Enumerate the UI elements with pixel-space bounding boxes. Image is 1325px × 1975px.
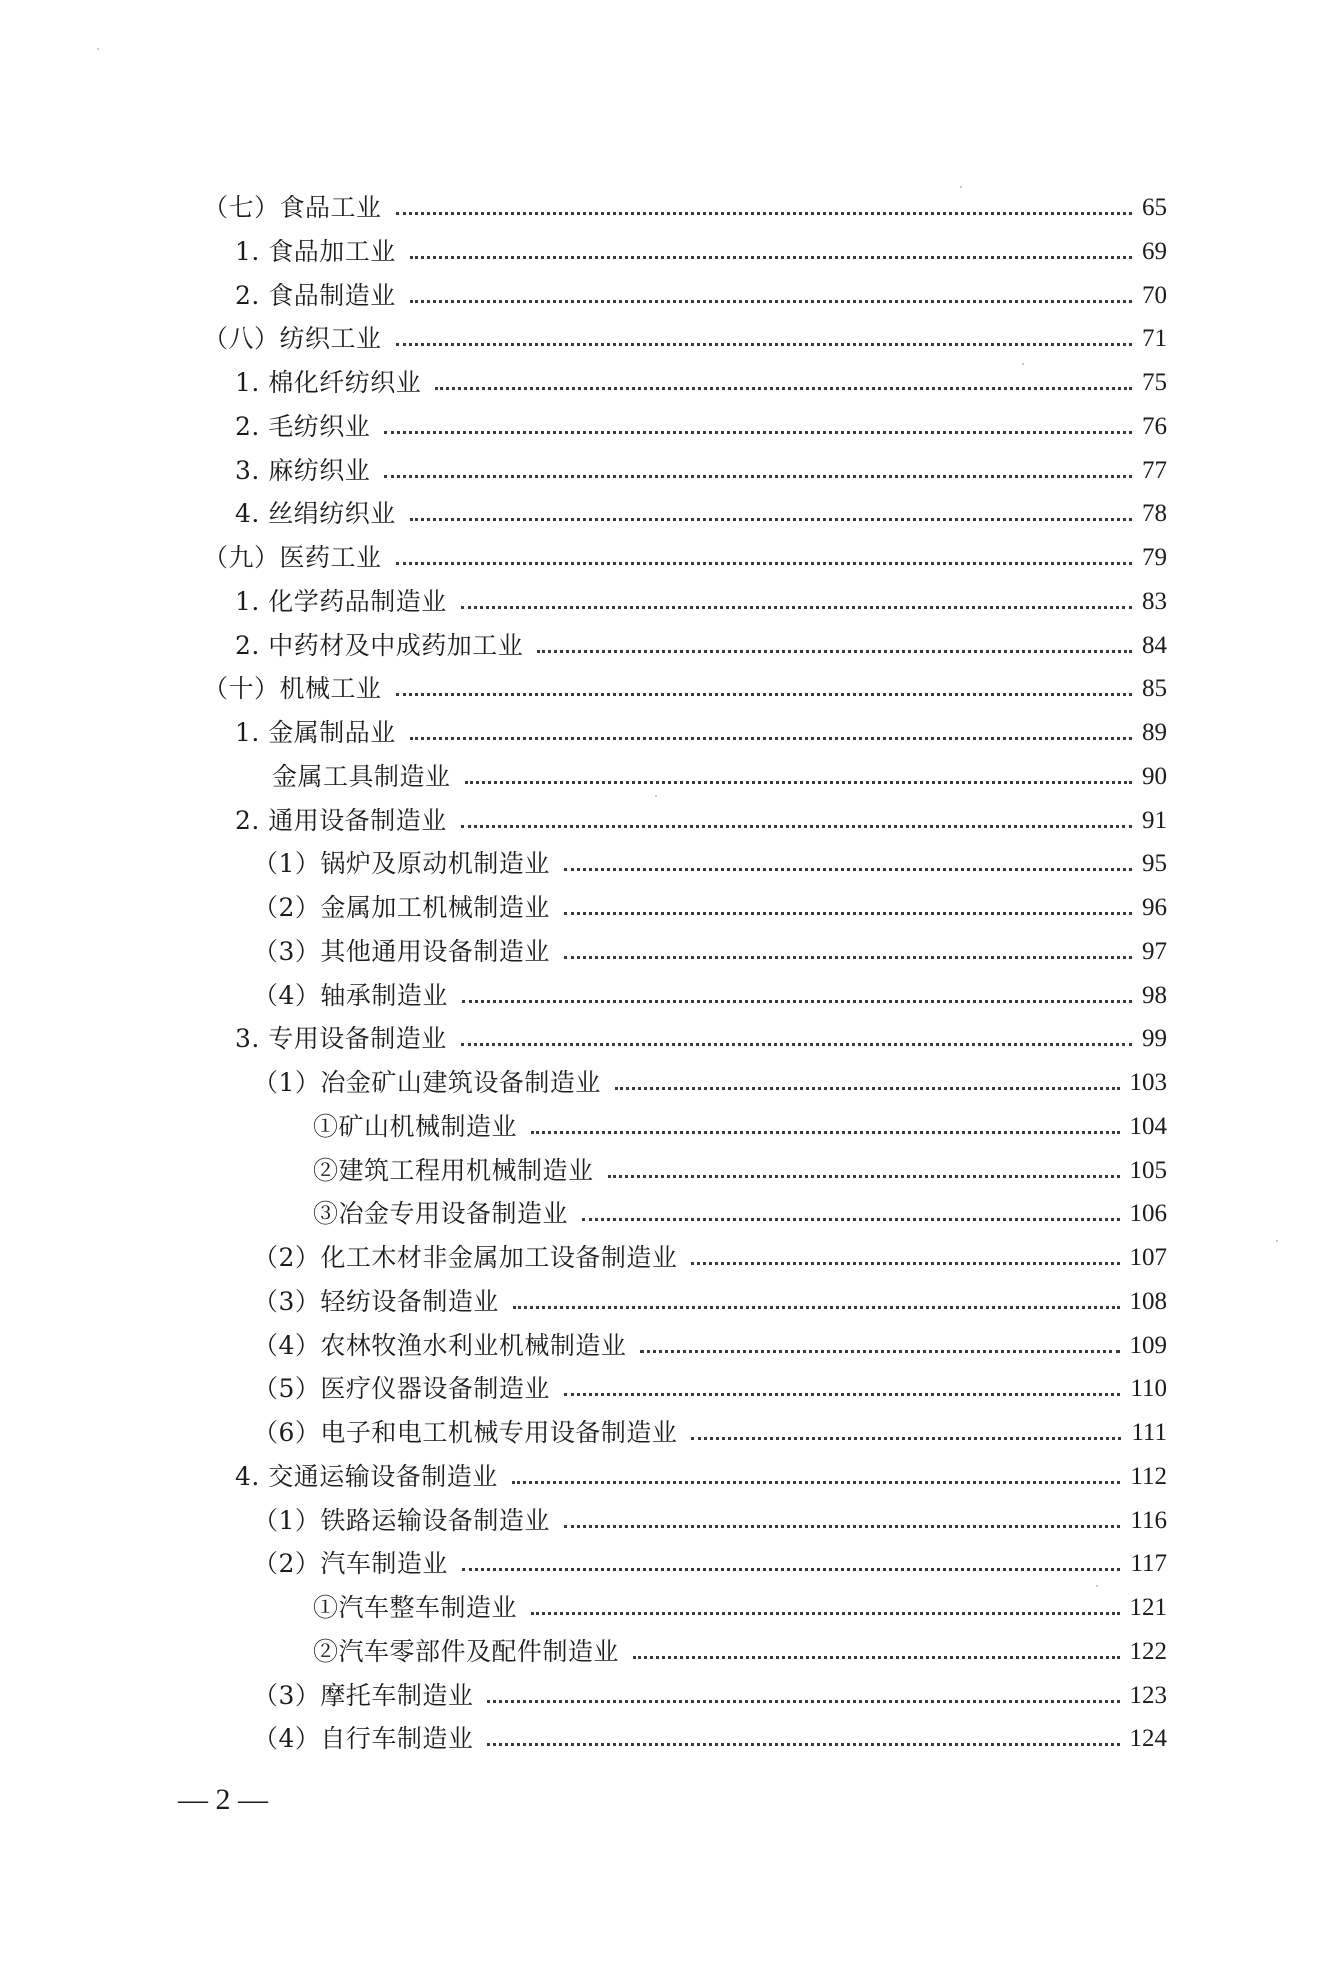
- toc-dot-leader: [564, 956, 1132, 959]
- toc-entry-label: （5）医疗仪器设备制造业: [253, 1374, 550, 1404]
- toc-entry: [0, 494, 1325, 534]
- toc-entry: [0, 232, 1325, 272]
- toc-entry-label: （2）金属加工机械制造业: [253, 893, 550, 922]
- toc-page-number: 110: [1130, 1375, 1167, 1403]
- toc-entry-label: 1. 棉化纤纺织业: [235, 368, 422, 397]
- toc-dot-leader: [513, 1306, 1120, 1309]
- toc-entry: [0, 801, 1325, 841]
- toc-entry: [0, 1063, 1325, 1103]
- toc-entry-label: （十）机械工业: [203, 674, 382, 704]
- toc-page-number: 95: [1142, 850, 1167, 878]
- toc-dot-leader: [410, 256, 1132, 259]
- toc-dot-leader: [564, 868, 1132, 871]
- toc-entry-label: ②建筑工程用机械制造业: [313, 1155, 594, 1185]
- toc-page-number: 123: [1129, 1681, 1167, 1709]
- toc-entry-label: （1）冶金矿山建筑设备制造业: [253, 1068, 601, 1097]
- toc-page-number: 108: [1129, 1287, 1167, 1315]
- toc-dot-leader: [531, 1131, 1120, 1134]
- toc-entry: [0, 363, 1325, 403]
- toc-entry-label: 3. 专用设备制造业: [235, 1024, 447, 1054]
- toc-page-number: 85: [1142, 675, 1167, 703]
- toc-dot-leader: [435, 387, 1132, 390]
- scan-speck: [1022, 363, 1024, 365]
- toc-entry: [0, 888, 1325, 928]
- toc-dot-leader: [462, 1568, 1120, 1571]
- toc-entry: [0, 451, 1325, 491]
- toc-entry: [0, 626, 1325, 666]
- scan-speck: [1096, 1585, 1098, 1587]
- toc-entry: [0, 844, 1325, 884]
- toc-entry-label: （1）锅炉及原动机制造业: [253, 849, 550, 879]
- toc-dot-leader: [396, 693, 1132, 696]
- toc-entry-label: 1. 食品加工业: [235, 236, 396, 266]
- toc-entry-label: 1. 金属制品业: [235, 718, 396, 747]
- toc-page-number: 91: [1142, 806, 1167, 834]
- page-number-footer: — 2 —: [178, 1783, 268, 1816]
- toc-entry-label: 2. 中药材及中成药加工业: [235, 630, 524, 660]
- toc-dot-leader: [564, 912, 1132, 915]
- toc-entry: [0, 932, 1325, 972]
- toc-entry: [0, 538, 1325, 578]
- scan-speck: [97, 48, 99, 50]
- toc-dot-leader: [410, 518, 1132, 521]
- scan-speck: [655, 795, 657, 797]
- toc-page-number: 117: [1130, 1550, 1167, 1578]
- toc-page-number: 89: [1142, 719, 1167, 746]
- toc-entry: [0, 1107, 1325, 1147]
- toc-page-number: 121: [1129, 1594, 1167, 1621]
- toc-page-number: 105: [1129, 1156, 1167, 1184]
- toc-page-number: 76: [1142, 412, 1167, 440]
- toc-entry: [0, 1194, 1325, 1234]
- toc-page-number: 109: [1129, 1331, 1167, 1359]
- toc-page-number: 96: [1142, 894, 1167, 921]
- scan-speck: [1276, 1240, 1278, 1242]
- toc-entry: [0, 1457, 1325, 1497]
- toc-dot-leader: [461, 1043, 1132, 1046]
- toc-entry: [0, 757, 1325, 797]
- toc-page-number: 106: [1129, 1200, 1167, 1228]
- toc-entry: [0, 1151, 1325, 1191]
- toc-dot-leader: [608, 1175, 1120, 1178]
- toc-page-number: 75: [1142, 369, 1167, 396]
- toc-entry-label: 2. 食品制造业: [235, 280, 396, 310]
- toc-entry-label: 2. 毛纺织业: [235, 411, 371, 441]
- toc-page-number: 98: [1142, 981, 1167, 1009]
- toc-dot-leader: [582, 1218, 1120, 1221]
- toc-entry: [0, 1238, 1325, 1278]
- toc-page-number: 103: [1129, 1069, 1167, 1096]
- toc-entry-label: 金属工具制造业: [272, 761, 451, 791]
- toc-dot-leader: [462, 1000, 1132, 1003]
- toc-dot-leader: [461, 606, 1132, 609]
- toc-entry-label: （4）自行车制造业: [253, 1724, 474, 1754]
- toc-dot-leader: [537, 650, 1132, 653]
- toc-entry-label: （6）电子和电工机械专用设备制造业: [253, 1418, 678, 1447]
- toc-entry-label: ①汽车整车制造业: [313, 1593, 518, 1622]
- toc-entry-label: 2. 通用设备制造业: [235, 805, 447, 835]
- toc-entry-label: （4）农林牧渔水利业机械制造业: [253, 1330, 627, 1360]
- toc-entry: [0, 1544, 1325, 1584]
- toc-entry-label: （1）铁路运输设备制造业: [253, 1505, 550, 1535]
- toc-entry: [0, 1588, 1325, 1628]
- toc-entry: [0, 188, 1325, 228]
- toc-entry: [0, 1282, 1325, 1322]
- toc-entry: [0, 1019, 1325, 1059]
- toc-entry: [0, 976, 1325, 1016]
- toc-page-number: 112: [1130, 1462, 1167, 1490]
- toc-entry: [0, 1326, 1325, 1366]
- toc-entry-label: （4）轴承制造业: [253, 980, 448, 1010]
- toc-entry: [0, 1369, 1325, 1409]
- toc-entry-label: 4. 交通运输设备制造业: [235, 1461, 498, 1491]
- toc-entry-label: （2）汽车制造业: [253, 1549, 448, 1579]
- toc-dot-leader: [461, 825, 1132, 828]
- toc-entry: [0, 1719, 1325, 1759]
- toc-dot-leader: [633, 1656, 1120, 1659]
- toc-dot-leader: [396, 343, 1132, 346]
- toc-page-number: 99: [1142, 1025, 1167, 1053]
- toc-entry: [0, 1413, 1325, 1453]
- toc-entry-label: ③冶金专用设备制造业: [313, 1199, 569, 1229]
- toc-dot-leader: [384, 431, 1132, 434]
- toc-page-number: 79: [1142, 544, 1167, 571]
- toc-page-number: 124: [1129, 1725, 1167, 1753]
- toc-dot-leader: [410, 300, 1132, 303]
- toc-dot-leader: [691, 1262, 1120, 1265]
- toc-page-number: 83: [1142, 587, 1167, 615]
- toc-entry: [0, 1632, 1325, 1672]
- toc-page-number: 70: [1142, 281, 1167, 309]
- toc-dot-leader: [396, 212, 1132, 215]
- toc-entry-label: （3）摩托车制造业: [253, 1680, 474, 1710]
- toc-dot-leader: [691, 1437, 1121, 1440]
- toc-entry-label: （3）轻纺设备制造业: [253, 1286, 499, 1316]
- toc-entry-label: 4. 丝绢纺织业: [235, 499, 396, 529]
- toc-page-number: 111: [1131, 1419, 1167, 1446]
- toc-entry-label: 3. 麻纺织业: [235, 455, 371, 485]
- scan-speck: [960, 186, 962, 188]
- toc-entry-label: ②汽车零部件及配件制造业: [313, 1636, 620, 1666]
- toc-entry-label: 1. 化学药品制造业: [235, 586, 447, 616]
- toc-entry: [0, 276, 1325, 316]
- toc-page-number: 69: [1142, 237, 1167, 265]
- toc-dot-leader: [384, 475, 1132, 478]
- toc-page-number: 97: [1142, 937, 1167, 965]
- toc-entry-label: ①矿山机械制造业: [313, 1111, 518, 1141]
- toc-entry-label: （九）医药工业: [203, 543, 382, 572]
- toc-entry-label: （3）其他通用设备制造业: [253, 936, 550, 966]
- toc-dot-leader: [615, 1087, 1120, 1090]
- toc-page-number: 71: [1142, 325, 1167, 353]
- toc-dot-leader: [410, 737, 1132, 740]
- toc-entry: [0, 713, 1325, 753]
- toc-entry: [0, 1501, 1325, 1541]
- toc-dot-leader: [487, 1743, 1120, 1746]
- toc-page-number: 107: [1129, 1244, 1167, 1271]
- toc-entry: [0, 1676, 1325, 1716]
- toc-entry: [0, 319, 1325, 359]
- toc-entry-label: （七）食品工业: [203, 193, 382, 222]
- toc-page-number: 65: [1142, 194, 1167, 221]
- toc-page-number: 104: [1129, 1112, 1167, 1140]
- toc-page-number: 122: [1129, 1637, 1167, 1665]
- toc-entry: [0, 669, 1325, 709]
- toc-dot-leader: [487, 1700, 1120, 1703]
- toc-page-number: 77: [1142, 456, 1167, 484]
- toc-entry: [0, 407, 1325, 447]
- toc-page-number: 90: [1142, 762, 1167, 790]
- toc-dot-leader: [564, 1525, 1120, 1528]
- toc-dot-leader: [396, 562, 1132, 565]
- toc-page-number: 84: [1142, 631, 1167, 659]
- toc-entry-label: （八）纺织工业: [203, 324, 382, 354]
- toc-page-number: 78: [1142, 500, 1167, 528]
- toc-dot-leader: [640, 1350, 1120, 1353]
- toc-dot-leader: [564, 1393, 1120, 1396]
- toc-dot-leader: [465, 781, 1132, 784]
- toc-entry-label: （2）化工木材非金属加工设备制造业: [253, 1243, 678, 1272]
- toc-page-number: 116: [1130, 1506, 1167, 1534]
- toc-dot-leader: [512, 1481, 1120, 1484]
- toc-dot-leader: [531, 1612, 1120, 1615]
- toc-entry: [0, 582, 1325, 622]
